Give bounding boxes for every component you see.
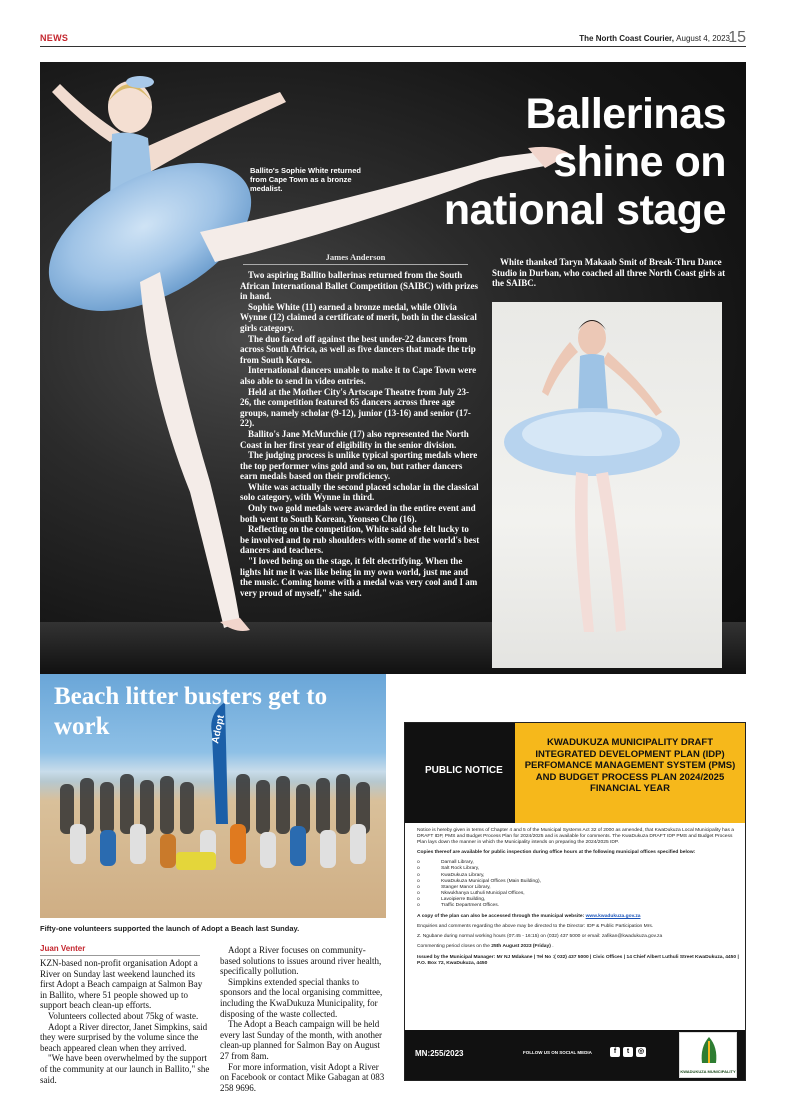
feature-headline [426, 90, 726, 234]
list-item: o Lavoipierre Building, [417, 897, 739, 903]
closing-end: . [552, 944, 554, 950]
notice-copies-heading: Copies thereof are available for public inspection during office hours at the following municipal offices specified below: [417, 850, 696, 856]
paragraph: Volunteers collected about 75kg of waste. [48, 1010, 199, 1021]
list-item: o Stanger Manor Library, [417, 885, 739, 891]
list-item: o Darnall Library, [417, 860, 739, 866]
paragraph: White was actually the second placed scholar in the classical solo category, with Wynne in third. [240, 481, 479, 503]
beach-column-1 [40, 958, 210, 1085]
notice-title-line: KWADUKUZA MUNICIPALITY DRAFT [546, 737, 714, 748]
notice-title-line: AND BUDGET PROCESS PLAN 2024/2025 [535, 771, 725, 783]
headline-line-3: national stage [443, 186, 726, 234]
paragraph: Only two gold medals were awarded in the entire event and both went to South Korean, Yeonseo Cho (16). [240, 503, 476, 524]
paragraph: "I loved being on the stage, it felt electrifying. When the lights hit me it was like being in my own world, just me and the music. Coming home with a medal was very cool and I am very proud of myself," she said. [240, 556, 478, 598]
municipality-crest-icon [680, 1033, 738, 1067]
paper-name [579, 34, 730, 43]
municipality-logo [679, 1032, 737, 1078]
notice-title-line: FINANCIAL YEAR [590, 783, 670, 794]
issue-date: August 4, 2023 [676, 34, 730, 43]
feature-byline: James Anderson [243, 252, 468, 265]
notice-title-line: INTEGRATED DEVELOPMENT PLAN (IDP) [535, 748, 725, 760]
website-link[interactable]: www.kwadukuza.gov.za [585, 914, 641, 920]
social-icons [610, 1047, 646, 1057]
website-label: A copy of the plan can also be accessed through the municipal website: [417, 914, 585, 920]
paragraph: Simpkins extended special thanks to sponsors and the local organising committee, including the KwaDukuza Municipality, for disposing of the waste collected. [220, 976, 383, 1019]
instagram-icon[interactable]: ◎ [637, 1048, 645, 1055]
photo2-caption: Olivia Wynne danced her way to a certificate of merit. [492, 677, 682, 686]
headline-line-2: shine on [553, 138, 726, 186]
main-photo-caption: Ballito's Sophie White returned from Cape Town as a bronze medalist. [250, 166, 361, 193]
notice-website-line [417, 914, 739, 920]
notice-reference: MN:255/2023 [415, 1049, 464, 1058]
notice-body [417, 828, 739, 971]
feature-right-paragraph: White thanked Taryn Makaab Smit of Break-Thru Dance Studio in Durban, who coached all three North Coast girls at the SAIBC. [492, 257, 726, 289]
paragraph: International dancers unable to make it to Cape Town were also able to send in video entries. [240, 365, 477, 386]
notice-label: PUBLIC NOTICE [425, 765, 503, 776]
ballerina-photo-2 [492, 302, 722, 668]
notice-closing [417, 944, 739, 950]
beach-photo-caption: Fifty-one volunteers supported the launch of Adopt a Beach last Sunday. [40, 924, 300, 933]
paragraph: Held at the Mother City's Artscape Theatre from July 23-26, the competition featured 65 dancers across three age groups, namely scholar (9-12), junior (13-16) and senior (17-22). [240, 386, 471, 429]
adopt-banner-text: Adopt [210, 714, 227, 745]
list-item: o KwaDukuza Library, [417, 873, 739, 879]
feature-article [40, 62, 746, 686]
beach-byline: Juan Venter [40, 944, 200, 956]
public-notice-ad [404, 722, 746, 1081]
notice-title-line: PERFOMANCE MANAGEMENT SYSTEM (PMS) [524, 760, 736, 771]
notice-banner [405, 723, 745, 823]
paragraph: Adopt a River focuses on community-based solutions to issues around river health, specifically pollution. [220, 945, 382, 977]
notice-intro: Notice is hereby given in terms of Chapter 4 and 5 of the Municipal Systems Act 32 of 2000 as amended, that KwaDukuza Local Municipality has a DRAFT IDP, PMS and Budget Process Plan for 2024/2025 and is available for comments. The KwaDukuza DRAFT IDP PMS and Budget Process Plan lays down the manner in which the Municipality intends on preparing the 2024/2025 IDP. [417, 828, 734, 846]
beach-column-2 [220, 945, 386, 1093]
beach-photo [40, 674, 386, 918]
beach-headline: Beach litter busters get to work [54, 683, 328, 740]
paragraph: "We have been overwhelmed by the support of the community at our launch in Ballito," she said. [40, 1053, 210, 1085]
twitter-icon[interactable]: t [623, 1047, 633, 1057]
paragraph: For more information, visit Adopt a River on Facebook or contact Mike Gabagan at 083 258 9696. [220, 1061, 385, 1093]
paragraph: Sophie White (11) earned a bronze medal, while Olivia Wynne (12) claimed a certificate of merit, both in the classical girls category. [240, 301, 477, 333]
list-item: o KwaDukuza Municipal Offices (Main Building), [417, 879, 739, 885]
facebook-icon[interactable]: f [610, 1047, 620, 1057]
paragraph: Adopt a River director, Janet Simpkins, said they were surprised by the volume since the beach appeared clean when they arrived. [40, 1021, 208, 1053]
page-number: 15 [728, 29, 746, 46]
closing-label: Commenting period closes on the [417, 944, 490, 950]
follow-us-label: FOLLOW US ON SOCIAL MEDIA [523, 1050, 592, 1055]
list-item: o Nkwukhanya Luthuli Municipal Offices, [417, 891, 739, 897]
feature-body [240, 270, 480, 598]
paragraph: Two aspiring Ballito ballerinas returned from the South African International Ballet Competition (SAIBC) with prizes in hand. [240, 270, 478, 302]
list-item: o Traffic Department Offices. [417, 903, 739, 909]
notice-title-box [515, 723, 745, 823]
notice-footer [405, 1030, 745, 1080]
notice-enquiries: Enquiries and comments regarding the above may be directed to the Director: IDP & Public Participation Mrs. [417, 924, 654, 930]
list-item: o Salt Rock Library, [417, 866, 739, 872]
offices-list [417, 860, 739, 909]
closing-date: 25th August 2023 (Friday) [491, 944, 551, 950]
headline-line-1: Ballerinas [525, 90, 726, 138]
notice-issued-by: Issued by the Municipal Manager: Mr NJ Mdakane | Tel No :( 032) 437 5000 | Civic Offices | 14 Chief Albert Luthuli Street KwaDukuza, 4450 | P.O. Box 72, KwaDukuza, 4450 [417, 954, 739, 966]
section-label: NEWS [40, 33, 69, 43]
paragraph: The Adopt a Beach campaign will be held every last Sunday of the month, with another clean-up planned for Salmon Bay on August 27 from 8am. [220, 1019, 382, 1061]
paragraph: Ballito's Jane McMurchie (17) also represented the North Coast in her first year of eligibility in the senior division. [240, 428, 469, 450]
notice-contact: Z. Ngubane during normal working hours (07:45 - 16:15) on (032) 437 5000 or email: zafikan@kwadukuza.gov.za [417, 934, 663, 940]
header-rule [40, 46, 746, 47]
paragraph: KZN-based non-profit organisation Adopt a River on Sunday last weekend launched its first Adopt a Beach campaign at Salmon Bay in Ballito, where 51 people showed up to support beach clean-up efforts. [40, 958, 203, 1011]
logo-text: KWADUKUZA MUNICIPALITY [680, 1069, 736, 1074]
paragraph: Reflecting on the competition, White said she felt lucky to be involved and to rub shoulders with some of the world's best dancers and teachers. [240, 524, 480, 556]
paragraph: The judging process is unlike typical sporting medals where the top performer wins gold and so on, but rather dancers earn medals based on their proficiency. [240, 450, 478, 482]
paragraph: The duo faced off against the best under-22 dancers from across South Africa, as well as five dancers that made the trip from South Korea. [240, 333, 476, 365]
paper-title: The North Coast Courier, [579, 34, 674, 43]
olivia-photo [492, 302, 722, 668]
